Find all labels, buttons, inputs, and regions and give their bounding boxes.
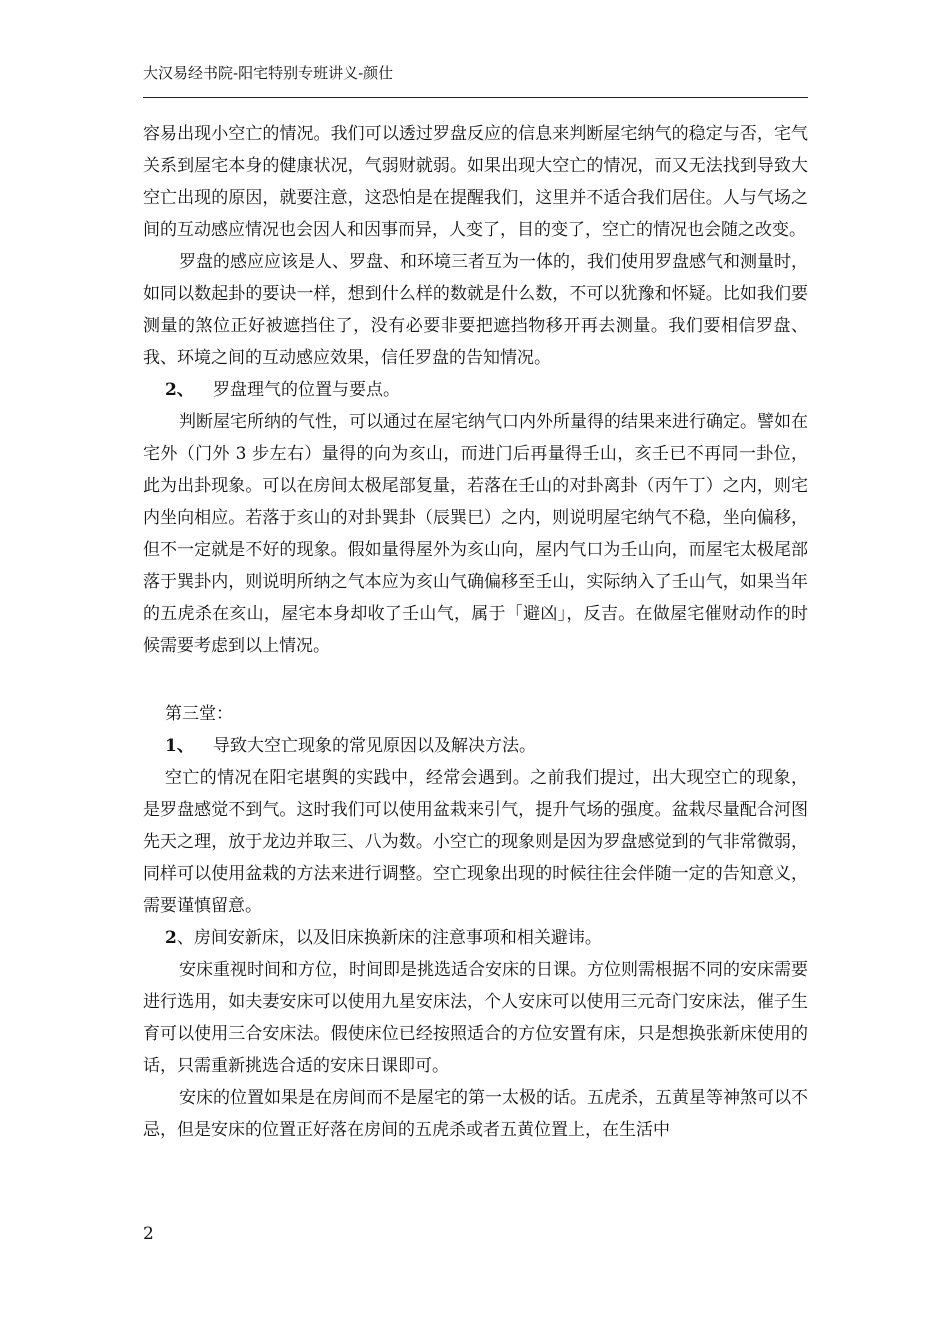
paragraph: 容易出现小空亡的情况。我们可以透过罗盘反应的信息来判断屋宅纳气的稳定与否，宅气关系到屋宅本身的健康状况，气弱财就弱。如果出现大空亡的情况，而又无法找到导致大空亡出现的原因，就要注意，这恐怕是在提醒我们，这里并不适合我们居住。人与气场之间的互动感应情况也会因人和因事而异，人变了，目的变了，空亡的情况也会随之改变。 — [143, 124, 808, 240]
heading-number: 1、 — [165, 736, 194, 756]
subsection-heading — [143, 730, 808, 762]
header-divider — [143, 97, 808, 98]
paragraph: 安床重视时间和方位，时间即是挑选适合安床的日课。方位则需根据不同的安床需要进行选用，如夫妻安床可以使用九星安床法，个人安床可以使用三元奇门安床法，催子生育可以使用三合安床法。假使床位已经按照适合的方位安置有床，只是想换张新床使用的话，只需重新挑选合适的安床日课即可。 — [143, 960, 808, 1076]
paragraph: 安床的位置如果是在房间而不是屋宅的第一太极的话。五虎杀，五黄星等神煞可以不忌，但是安床的位置正好落在房间的五虎杀或者五黄位置上，在生活中 — [143, 1088, 808, 1140]
page-body — [143, 118, 808, 1146]
section-title: 第三堂： — [165, 704, 233, 724]
spacer — [143, 662, 808, 698]
subsection-heading — [143, 922, 808, 954]
paragraph: 判断屋宅所纳的气性，可以通过在屋宅纳气口内外所量得的结果来进行确定。譬如在宅外（门外 3 步左右）量得的向为亥山，而进门后再量得壬山，亥壬已不再同一卦位，此为出卦现象。可以在房间太极尾部复量，若落在壬山的对卦离卦（丙午丁）之内，则宅内坐向相应。若落于亥山的对卦巽卦（辰巽巳）之内，则说明屋宅纳气不稳，坐向偏移，但不一定就是不好的现象。假如量得屋外为亥山向，屋内气口为壬山向，而屋宅太极尾部落于巽卦内，则说明所纳之气本应为亥山气确偏移至壬山，实际纳入了壬山气，如果当年的五虎杀在亥山，屋宅本身却收了壬山气，属于「避凶」，反吉。在做屋宅催财动作的时候需要考虑到以上情况。 — [143, 412, 808, 656]
heading-text: 、房间安新床，以及旧床换新床的注意事项和相关避讳。 — [176, 928, 602, 948]
paragraph: 空亡的情况在阳宅堪舆的实践中，经常会遇到。之前我们提过，出大现空亡的现象，是罗盘感觉不到气。这时我们可以使用盆栽来引气，提升气场的强度。盆栽尽量配合河图先天之理，放于龙边并取三、八为数。小空亡的现象则是因为罗盘感觉到的气非常微弱，同样可以使用盆栽的方法来进行调整。空亡现象出现的时候往往会伴随一定的告知意义，需要谨慎留意。 — [143, 768, 808, 916]
heading-number: 2 — [165, 928, 177, 948]
heading-text: 罗盘理气的位置与要点。 — [213, 380, 400, 400]
running-header: 大汉易经书院-阳宅特别专班讲义-颜仕 — [143, 64, 394, 82]
paragraph: 罗盘的感应应该是人、罗盘、和环境三者互为一体的，我们使用罗盘感气和测量时，如同以数起卦的要诀一样，想到什么样的数就是什么数，不可以犹豫和怀疑。比如我们要测量的煞位正好被遮挡住了，没有必要非要把遮挡物移开再去测量。我们要相信罗盘、我、环境之间的互动感应效果，信任罗盘的告知情况。 — [143, 252, 808, 368]
page-number: 2 — [143, 1224, 154, 1244]
heading-text: 导致大空亡现象的常见原因以及解决方法。 — [213, 736, 536, 756]
heading-number: 2、 — [165, 380, 194, 400]
subsection-heading — [143, 374, 808, 406]
